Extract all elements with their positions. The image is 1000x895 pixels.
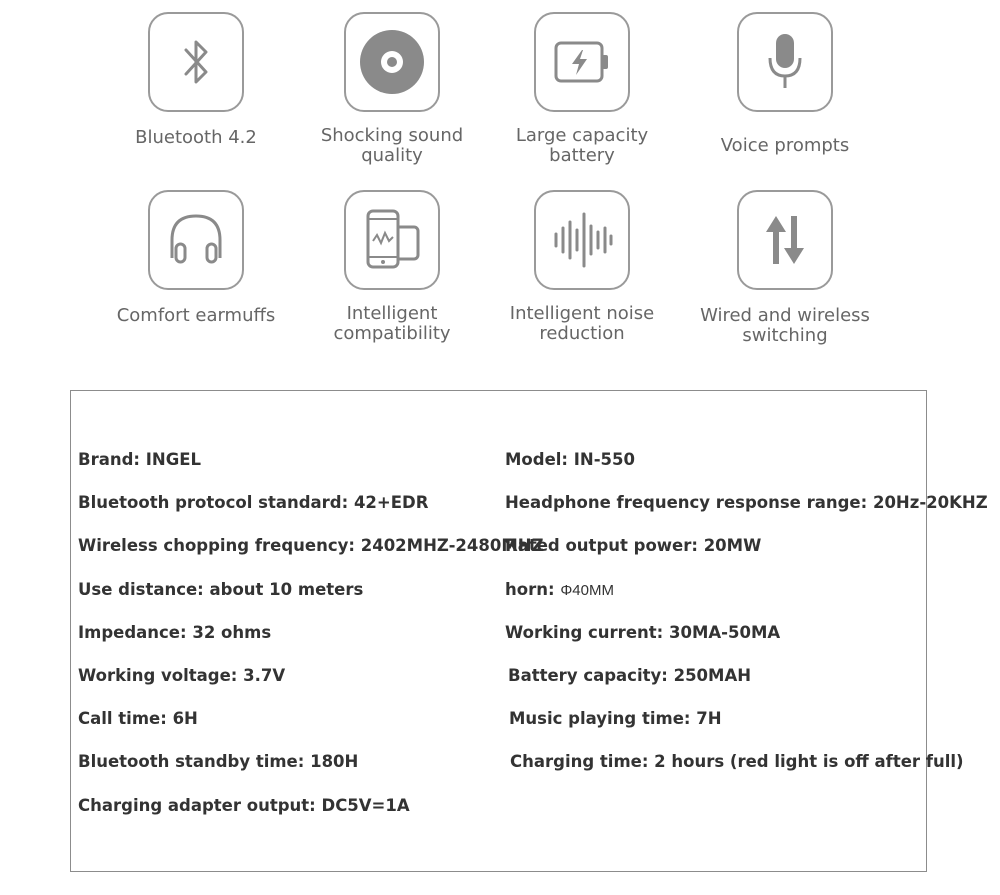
feature-voice-prompts <box>690 12 880 156</box>
spec-bt-protocol: Bluetooth protocol standard: 42+EDR <box>78 493 429 512</box>
feature-icon-box <box>344 190 440 290</box>
feature-label: Bluetooth 4.2 <box>135 127 257 148</box>
feature-label: Voice prompts <box>720 135 850 156</box>
feature-icon-box <box>148 12 244 112</box>
spec-impedance: Impedance: 32 ohms <box>78 623 272 642</box>
feature-noise-reduction <box>487 190 677 344</box>
spec-working-current: Working current: 30MA-50MA <box>505 623 781 642</box>
spec-model: Model: IN-550 <box>505 450 635 469</box>
spec-call-time: Call time: 6H <box>78 709 198 728</box>
spec-brand: Brand: INGEL <box>78 450 202 469</box>
feature-icon-box <box>737 190 833 290</box>
feature-label: Large capacity battery <box>515 125 649 166</box>
feature-icon-box <box>534 190 630 290</box>
feature-icon-box <box>737 12 833 112</box>
spec-battery-capacity: Battery capacity: 250MAH <box>508 666 752 685</box>
headphones-icon <box>164 210 228 270</box>
feature-label: Intelligent compatibility <box>333 303 451 344</box>
feature-wired-wireless <box>690 190 880 346</box>
feature-bluetooth <box>101 12 291 148</box>
feature-compatibility <box>297 190 487 344</box>
feature-battery <box>487 12 677 166</box>
feature-icon-box <box>148 190 244 290</box>
bluetooth-icon <box>176 34 216 90</box>
battery-icon <box>552 37 612 87</box>
spec-distance: Use distance: about 10 meters <box>78 580 364 599</box>
feature-icon-box <box>534 12 630 112</box>
switch-arrows-icon <box>760 212 810 268</box>
spec-adapter-output: Charging adapter output: DC5V=1A <box>78 796 410 815</box>
phone-tablet-icon <box>360 207 424 273</box>
feature-label: Shocking sound quality <box>320 125 464 166</box>
spec-music-time: Music playing time: 7H <box>509 709 722 728</box>
soundwave-icon <box>550 210 614 270</box>
spec-charging-time: Charging time: 2 hours (red light is off after full) <box>510 752 964 771</box>
feature-earmuffs <box>101 190 291 326</box>
spec-frequency-response: Headphone frequency response range: 20Hz-20KHZ <box>505 493 988 512</box>
feature-label: Intelligent noise reduction <box>509 303 655 344</box>
feature-icon-box <box>344 12 440 112</box>
spec-horn <box>505 580 614 599</box>
microphone-icon <box>765 32 805 92</box>
feature-label: Wired and wireless switching <box>700 305 870 346</box>
feature-label: Comfort earmuffs <box>116 305 276 326</box>
disc-icon <box>357 27 427 97</box>
spec-working-voltage: Working voltage: 3.7V <box>78 666 286 685</box>
spec-horn-value: Φ40MM <box>560 582 614 599</box>
spec-standby-time: Bluetooth standby time: 180H <box>78 752 359 771</box>
spec-horn-label: horn: <box>505 580 555 599</box>
feature-sound-quality <box>297 12 487 166</box>
spec-wireless-frequency: Wireless chopping frequency: 2402MHZ-2480MHZ <box>78 536 544 555</box>
spec-output-power: Rated output power: 20MW <box>505 536 762 555</box>
